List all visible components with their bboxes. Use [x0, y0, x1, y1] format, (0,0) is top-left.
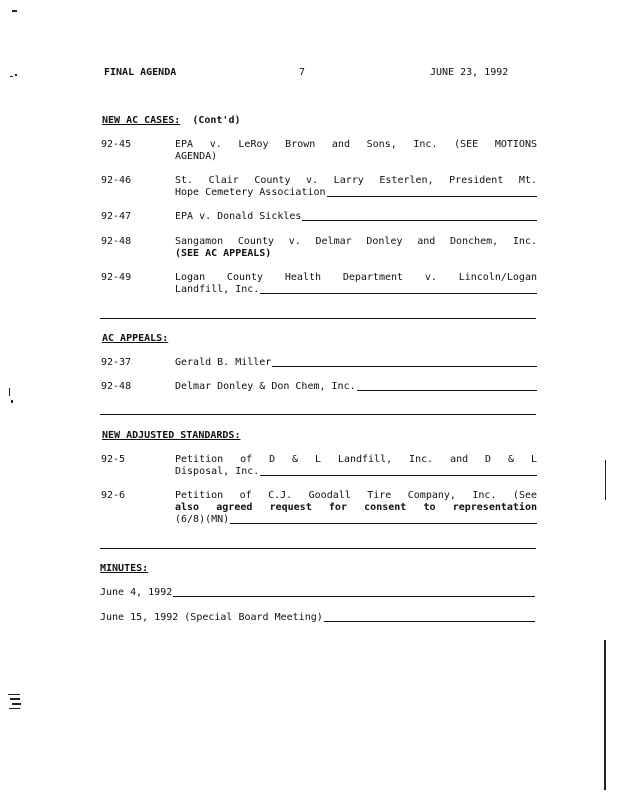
section-divider: [100, 414, 536, 415]
case-text-fragment: EPA v. Donald Sickles: [175, 211, 302, 222]
standard-text: [175, 454, 537, 478]
scan-speck: [12, 703, 21, 705]
fill-line: [230, 523, 537, 524]
scan-speck: [10, 698, 20, 700]
case-text-line: St. Clair County v. Larry Esterlen, President Mt.: [175, 175, 537, 186]
appeal-text-fragment: Delmar Donley & Don Chem, Inc.: [175, 381, 356, 392]
standard-text-line: [175, 466, 537, 478]
case-text: [175, 211, 537, 223]
fill-line: [327, 196, 537, 197]
scan-speck: [8, 694, 20, 695]
fill-line: [173, 596, 535, 597]
scan-speck: [9, 708, 20, 709]
case-text-line: Sangamon County v. Delmar Donley and Donchem, Inc.: [175, 236, 537, 247]
fill-line: [260, 475, 537, 476]
case-number: 92-45: [101, 139, 132, 150]
minutes-entry: [100, 612, 535, 624]
section-ac-appeals-heading: AC APPEALS:: [102, 333, 169, 344]
minutes-text-fragment: June 15, 1992 (Special Board Meeting): [100, 612, 323, 623]
header-title: FINAL AGENDA: [104, 67, 177, 78]
case-text-fragment: Landfill, Inc.: [175, 284, 260, 295]
appeal-text-fragment: Gerald B. Miller: [175, 357, 272, 368]
case-number: 92-48: [101, 236, 132, 247]
fill-line: [357, 390, 537, 391]
appeal-text: [175, 381, 537, 393]
minutes-entry: [100, 587, 535, 599]
scan-speck: [9, 388, 10, 396]
minutes-text-fragment: June 4, 1992: [100, 587, 173, 598]
case-text: [175, 236, 537, 260]
standard-text-fragment: (6/8)(MN): [175, 514, 230, 525]
standard-number: 92-6: [101, 490, 126, 501]
standard-number: 92-5: [101, 454, 126, 465]
case-text-line: [175, 211, 537, 223]
section-divider: [100, 548, 536, 549]
page-number: 7: [299, 67, 306, 78]
case-text-line: Logan County Health Department v. Lincoln/Logan: [175, 272, 537, 283]
standard-text-fragment: Disposal, Inc.: [175, 466, 260, 477]
scan-speck: [11, 400, 13, 403]
case-text-line: (SEE AC APPEALS): [175, 248, 272, 259]
standard-text-line: also agreed request for consent to representation: [175, 502, 537, 513]
case-text: [175, 272, 537, 296]
minutes-text-line: [100, 587, 535, 599]
case-number: 92-46: [101, 175, 132, 186]
standard-text-line: Petition of C.J. Goodall Tire Company, Inc. (See: [175, 490, 537, 501]
case-text-line: [175, 187, 537, 199]
case-number: 92-49: [101, 272, 132, 283]
scan-speck: [605, 460, 606, 500]
case-number: 92-47: [101, 211, 132, 222]
case-text-fragment: Hope Cemetery Association: [175, 187, 326, 198]
minutes-text-line: [100, 612, 535, 624]
new-ac-cases-cont: (Cont'd): [192, 115, 241, 126]
scan-speck: [15, 74, 17, 76]
scan-speck: [10, 76, 13, 77]
scan-speck: [12, 10, 17, 12]
section-minutes-heading: MINUTES:: [100, 563, 149, 574]
appeal-number: 92-37: [101, 357, 132, 368]
section-divider: [100, 318, 536, 319]
standard-text: [175, 490, 537, 526]
case-text-line: AGENDA): [175, 151, 218, 162]
fill-line: [272, 366, 537, 367]
case-text-line: EPA v. LeRoy Brown and Sons, Inc. (SEE MOTIONS: [175, 139, 537, 150]
fill-line: [324, 621, 535, 622]
standard-text-line: Petition of D & L Landfill, Inc. and D & L: [175, 454, 537, 465]
standard-text-line: [175, 514, 537, 526]
appeal-text-line: [175, 381, 537, 393]
case-text: [175, 139, 537, 163]
section-new-ac-cases-heading: [102, 115, 241, 127]
case-text: [175, 175, 537, 199]
section-new-adjusted-standards-heading: NEW ADJUSTED STANDARDS:: [102, 430, 241, 441]
fill-line: [260, 293, 537, 294]
appeal-number: 92-48: [101, 381, 132, 392]
new-ac-cases-title: NEW AC CASES:: [102, 115, 181, 126]
case-text-line: [175, 284, 537, 296]
appeal-text: [175, 357, 537, 369]
scan-edge-line: [604, 640, 606, 790]
header-date: JUNE 23, 1992: [430, 67, 509, 78]
appeal-text-line: [175, 357, 537, 369]
fill-line: [302, 220, 537, 221]
